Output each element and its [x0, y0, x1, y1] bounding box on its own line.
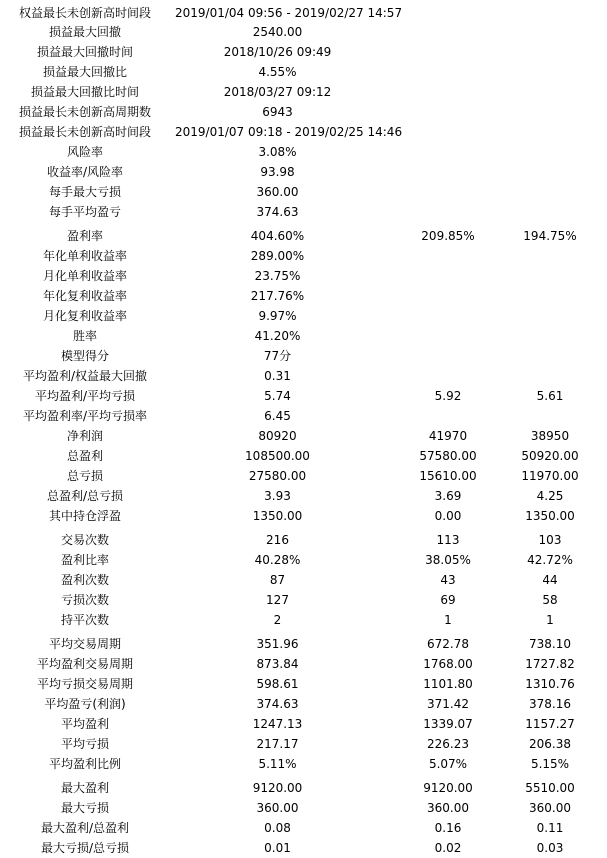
row-value-total: 360.00 [256, 801, 299, 815]
row-value-long: 0.16 [434, 821, 462, 835]
row-value-total: 351.96 [256, 637, 299, 651]
row-value-short: 58 [542, 593, 558, 607]
row-value-long: 69 [440, 593, 456, 607]
table-row [0, 570, 607, 590]
row-value-total: 108500.00 [245, 449, 310, 463]
row-label: 交易次数 [60, 533, 109, 547]
row-value-total: 289.00% [250, 249, 305, 263]
row-label: 最大盈利 [60, 781, 109, 795]
table-row [0, 326, 607, 346]
row-label: 年化复利收益率 [42, 289, 127, 303]
row-value-total: 3.08% [258, 145, 297, 159]
table-row [0, 162, 607, 182]
row-value-total: 9.97% [258, 309, 297, 323]
table-row [0, 386, 607, 406]
row-value-total: 1247.13 [252, 717, 303, 731]
row-label: 平均盈利/权益最大回撤 [22, 369, 148, 383]
row-value-short: 0.03 [536, 841, 564, 855]
table-row [0, 694, 607, 714]
row-label: 平均盈亏(利润) [44, 697, 126, 711]
row-value-total: 2019/01/04 09:56 - 2019/02/27 14:57 [175, 6, 403, 20]
row-value-total: 80920 [258, 429, 297, 443]
row-label: 平均盈利/平均亏损 [34, 389, 136, 403]
row-label: 损益最大回撤时间 [36, 45, 133, 59]
table-row [0, 610, 607, 630]
table-row [0, 286, 607, 306]
row-label: 损益最大回撤 [48, 25, 121, 39]
row-value-short [494, 266, 606, 286]
row-value-total: 1350.00 [252, 509, 303, 523]
row-value-long [392, 82, 504, 102]
row-value-long [392, 366, 504, 386]
row-value-long: 57580.00 [419, 449, 477, 463]
row-value-long: 3.69 [434, 489, 462, 503]
row-label: 损益最大回撤比时间 [30, 85, 139, 99]
table-row [0, 798, 607, 818]
row-label: 最大盈利/总盈利 [40, 821, 130, 835]
row-value-long [392, 22, 504, 42]
row-value-long: 1768.00 [423, 657, 473, 671]
row-label: 总亏损 [66, 469, 103, 483]
table-row [0, 506, 607, 526]
row-label: 损益最大回撤比 [42, 65, 127, 79]
row-value-total: 77分 [263, 349, 292, 363]
row-label: 每手最大亏损 [48, 185, 121, 199]
row-value-long: 1339.07 [423, 717, 473, 731]
row-label: 平均盈利比例 [48, 757, 121, 771]
row-value-total: 0.01 [264, 841, 291, 855]
table-row [0, 818, 607, 838]
row-value-long: 38.05% [425, 553, 471, 567]
row-label: 损益最长未创新高时间段 [18, 125, 151, 139]
row-value-total: 374.63 [256, 697, 299, 711]
row-value-total: 598.61 [256, 677, 299, 691]
row-value-short: 1310.76 [525, 677, 575, 691]
row-value-short [494, 406, 606, 426]
table-row [0, 778, 607, 798]
row-value-total: 404.60% [250, 229, 305, 243]
row-label: 损益最长未创新高周期数 [18, 105, 151, 119]
row-value-short [494, 306, 606, 326]
row-value-short [494, 42, 606, 62]
table-row [0, 22, 607, 42]
row-value-long: 360.00 [427, 801, 469, 815]
row-value-long [392, 42, 504, 62]
row-value-long [392, 406, 504, 426]
row-label: 风险率 [66, 145, 103, 159]
row-value-short [494, 22, 606, 42]
row-label: 胜率 [72, 329, 97, 343]
row-value-total: 217.17 [256, 737, 299, 751]
table-row [0, 346, 607, 366]
table-row [0, 734, 607, 754]
row-value-short: 1350.00 [525, 509, 575, 523]
row-value-total: 4.55% [258, 65, 297, 79]
row-value-short [494, 286, 606, 306]
table-row [0, 42, 607, 62]
table-row [0, 366, 607, 386]
table-row [0, 406, 607, 426]
table-row [0, 466, 607, 486]
table-row [0, 182, 607, 202]
row-label: 最大亏损 [60, 801, 109, 815]
row-value-long: 15610.00 [419, 469, 477, 483]
row-value-total: 9120.00 [252, 781, 303, 795]
row-value-short [494, 102, 606, 122]
row-label: 平均亏损交易周期 [36, 677, 133, 691]
row-value-short: 0.11 [536, 821, 564, 835]
row-value-long: 672.78 [427, 637, 469, 651]
row-value-long: 41970 [428, 429, 468, 443]
row-value-short [494, 182, 606, 202]
row-value-total: 93.98 [260, 165, 295, 179]
row-label: 平均盈利率/平均亏损率 [22, 409, 148, 423]
row-value-short: 5.15% [530, 757, 570, 771]
table-row [0, 3, 607, 23]
table-row [0, 246, 607, 266]
row-label: 其中持仓浮盈 [48, 509, 121, 523]
row-value-short [494, 162, 606, 182]
row-value-long [392, 286, 504, 306]
row-label: 平均盈利交易周期 [36, 657, 133, 671]
row-label: 盈利比率 [60, 553, 109, 567]
row-value-short: 42.72% [527, 553, 573, 567]
row-value-short: 1 [546, 613, 554, 627]
row-label: 收益率/风险率 [46, 165, 124, 179]
table-row [0, 486, 607, 506]
row-value-short: 50920.00 [521, 449, 579, 463]
row-value-short [494, 82, 606, 102]
row-label: 平均交易周期 [48, 637, 121, 651]
row-value-total: 23.75% [254, 269, 301, 283]
row-value-long [392, 102, 504, 122]
row-value-total: 27580.00 [248, 469, 307, 483]
table-row [0, 142, 607, 162]
row-value-total: 5.11% [258, 757, 297, 771]
row-value-long [392, 326, 504, 346]
row-label: 平均亏损 [60, 737, 109, 751]
table-row [0, 754, 607, 774]
row-value-long [392, 142, 504, 162]
table-row [0, 446, 607, 466]
row-value-long: 43 [440, 573, 456, 587]
row-value-long: 5.07% [428, 757, 468, 771]
row-label: 净利润 [66, 429, 103, 443]
row-value-long: 0.00 [434, 509, 462, 523]
row-value-short: 1157.27 [525, 717, 575, 731]
row-value-total: 2018/10/26 09:49 [223, 45, 332, 59]
row-label: 最大亏损/总亏损 [40, 841, 130, 855]
row-value-total: 2019/01/07 09:18 - 2019/02/25 14:46 [175, 125, 403, 139]
row-value-short: 4.25 [536, 489, 564, 503]
row-value-total: 2 [273, 613, 282, 627]
row-label: 月化复利收益率 [42, 309, 127, 323]
row-value-total: 41.20% [254, 329, 301, 343]
row-label: 盈利率 [66, 229, 103, 243]
table-row [0, 590, 607, 610]
row-value-long: 1101.80 [423, 677, 473, 691]
table-row [0, 838, 607, 858]
row-value-total: 217.76% [250, 289, 305, 303]
row-value-long [392, 202, 504, 222]
row-label: 亏损次数 [60, 593, 109, 607]
table-row [0, 266, 607, 286]
row-value-total: 127 [266, 593, 289, 607]
row-value-short [494, 246, 606, 266]
row-value-long [392, 122, 504, 142]
row-label: 总盈利/总亏损 [46, 489, 124, 503]
table-row [0, 82, 607, 102]
table-row [0, 714, 607, 734]
row-value-total: 873.84 [256, 657, 299, 671]
row-value-total: 87 [269, 573, 286, 587]
row-value-long: 113 [436, 533, 460, 547]
row-value-short [494, 62, 606, 82]
row-value-short: 5.61 [536, 389, 564, 403]
row-value-total: 5.74 [264, 389, 291, 403]
row-value-short: 738.10 [529, 637, 571, 651]
row-value-short [494, 366, 606, 386]
row-value-long: 9120.00 [423, 781, 473, 795]
row-value-long [392, 266, 504, 286]
table-row [0, 634, 607, 654]
row-value-short [494, 202, 606, 222]
row-value-short: 44 [542, 573, 558, 587]
table-row [0, 122, 607, 142]
row-value-long [392, 62, 504, 82]
row-value-short: 38950 [530, 429, 570, 443]
row-value-total: 374.63 [256, 205, 299, 219]
row-value-total: 216 [266, 533, 289, 547]
row-value-total: 40.28% [254, 553, 301, 567]
table-row [0, 202, 607, 222]
row-value-long: 371.42 [427, 697, 469, 711]
row-value-long [392, 182, 504, 202]
row-value-short: 11970.00 [521, 469, 579, 483]
row-value-long: 209.85% [421, 229, 475, 243]
table-row [0, 226, 607, 246]
row-value-total: 2018/03/27 09:12 [223, 85, 332, 99]
row-value-short: 1727.82 [525, 657, 575, 671]
row-value-total: 6943 [262, 105, 293, 119]
row-value-short: 194.75% [523, 229, 577, 243]
row-value-short [494, 326, 606, 346]
row-value-short: 378.16 [529, 697, 571, 711]
table-row [0, 674, 607, 694]
row-value-long: 226.23 [427, 737, 469, 751]
row-value-total: 3.93 [264, 489, 291, 503]
row-label: 月化单利收益率 [42, 269, 127, 283]
row-value-short [494, 142, 606, 162]
row-value-short [494, 122, 606, 142]
table-row [0, 654, 607, 674]
row-value-long [392, 306, 504, 326]
row-value-total: 360.00 [256, 185, 299, 199]
row-value-short: 103 [538, 533, 562, 547]
row-value-short: 5510.00 [525, 781, 575, 795]
table-row [0, 550, 607, 570]
row-label: 模型得分 [60, 349, 109, 363]
row-value-long: 5.92 [434, 389, 462, 403]
row-value-short [494, 346, 606, 366]
table-row [0, 530, 607, 550]
table-row [0, 426, 607, 446]
row-label: 平均盈利 [60, 717, 109, 731]
row-value-long: 0.02 [434, 841, 462, 855]
row-label: 权益最长未创新高时间段 [18, 6, 151, 20]
row-value-short: 206.38 [529, 737, 571, 751]
row-value-total: 0.31 [264, 369, 291, 383]
row-value-long: 1 [444, 613, 452, 627]
row-value-long [392, 162, 504, 182]
row-label: 每手平均盈亏 [48, 205, 121, 219]
row-label: 总盈利 [66, 449, 103, 463]
row-value-short: 360.00 [529, 801, 571, 815]
row-label: 持平次数 [60, 613, 109, 627]
row-label: 年化单利收益率 [42, 249, 127, 263]
row-value-long [392, 346, 504, 366]
table-row [0, 102, 607, 122]
row-value-short [494, 3, 606, 23]
row-value-long [392, 246, 504, 266]
row-value-total: 2540.00 [252, 25, 303, 39]
row-value-total: 0.08 [264, 821, 291, 835]
row-label: 盈利次数 [60, 573, 109, 587]
table-row [0, 62, 607, 82]
row-value-long [392, 3, 504, 23]
table-row [0, 306, 607, 326]
row-value-total: 6.45 [264, 409, 291, 423]
